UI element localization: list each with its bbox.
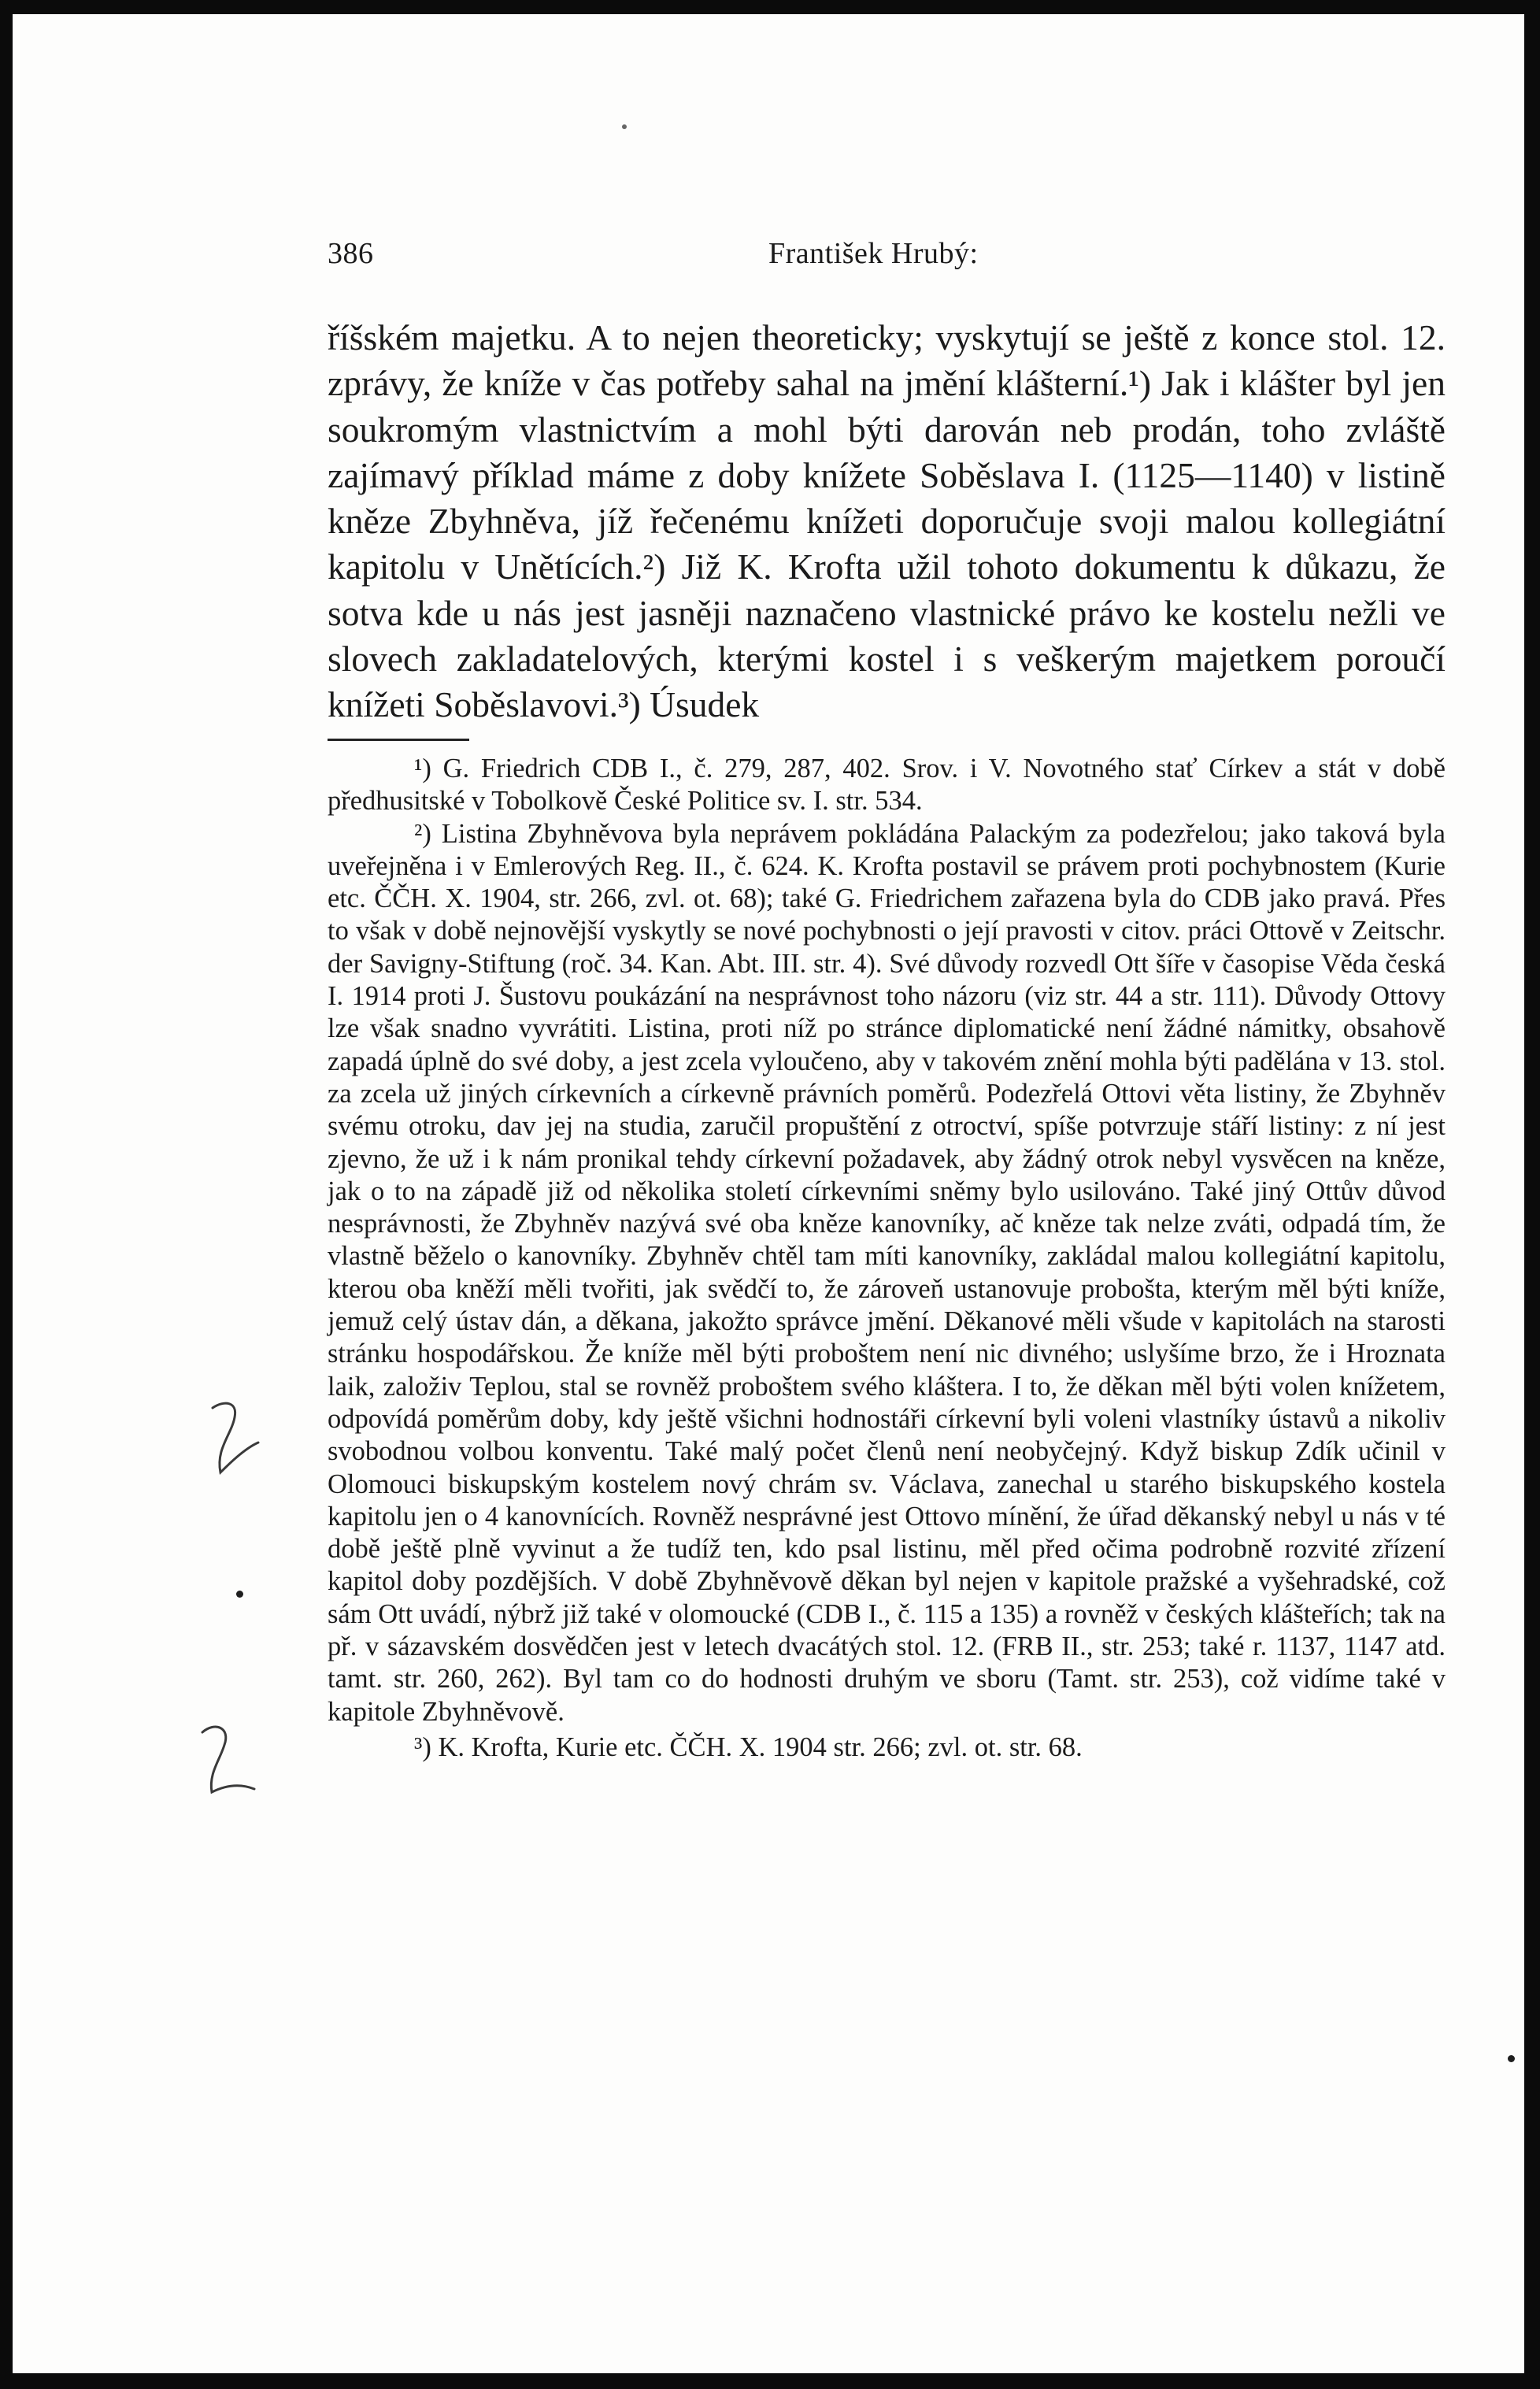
body-paragraph: říšském majetku. A to nejen theoreticky; vyskytují se ještě z konce stol. 12. zprávy, že kníže v čas potřeby sahal na jmění klášterní.¹) Jak i klášter byl jen soukromým vlastnictvím a mohl býti darován neb prodán, toho zvláště zajímavý příklad máme z doby knížete Soběslava I. (1125—1140) v listině kněze Zbyhněva, jíž řečenému knížeti doporučuje svoji malou kollegiátní kapitolu v Unětících.²) Již K. Krofta užil tohoto dokumentu k důkazu, že sotva kde u nás jest jasněji naznačeno vlastnické právo ke kostelu nežli ve slovech zakladatelových, kterými kostel i s veškerým majetkem poroučí knížeti Soběslavovi.³) Úsudek [328, 317, 1446, 725]
footnotes [328, 753, 1446, 1764]
footnote-3: ³) K. Krofta, Kurie etc. ČČH. X. 1904 str. 266; zvl. ot. str. 68. [414, 1732, 1083, 1762]
scan-border-bottom [0, 2373, 1540, 2389]
handwritten-mark-1 [189, 1394, 276, 1504]
footnote-2: ²) Listina Zbyhněvova byla neprávem pokládána Palackým za podezřelou; jako taková byla uveřejněna i v Emlerových Reg. II., č. 624. K. Krofta postavil se právem proti pochybnostem (Kurie etc. ČČH. X. 1904, str. 266, zvl. ot. 68); také G. Friedrichem zařazena byla do CDB jako pravá. Přes to však v době nejnovější vyskytly se nové pochybnosti o její pravosti v citov. práci Ottově v Zeitschr. der Savigny-Stiftung (roč. 34. Kan. Abt. III. str. 4). Své důvody rozvedl Ott šíře v časopise Věda česká I. 1914 proti J. Šustovu poukázání na nesprávnost toho názoru (viz str. 44 a str. 111). Důvody Ottovy lze však snadno vyvrátiti. Listina, proti níž po stránce diplomatické není žádné námitky, obsahově zapadá úplně do své doby, a jest zcela vyloučeno, aby v takovém znění mohla býti padělána v 13. stol. za zcela už jiných církevních a církevně právních poměrů. Podezřelá Ottovi věta listiny, že Zbyhněv svému otroku, dav jej na studia, zaručil propuštění z otroctví, spíše potvrzuje stáří listiny: z ní jest zjevno, že už i k nám pronikal tehdy církevní požadavek, aby žádný otrok nebyl vysvěcen na kněze, jak o to na západě již od několika století církevními sněmy bylo usilováno. Také jiný Ottův důvod nesprávnosti, že Zbyhněv nazývá své oba kněze kanovníky, ač kněze tak nelze zváti, odpadá tím, že vlastně běželo o kanovníky. Zbyhněv chtěl tam míti kanovníky, zakládal malou kollegiátní kapitolu, kterou oba kněží měli tvořiti, jak svědčí to, že zároveň ustanovuje proboštа, kterým měl býti kníže, jemuž celý ústav dán, a děkana, jakožto správce jmění. Děkanové měli všude v kapitolách na starosti stránku hospodářskou. Že kníže měl býti proboštem není nic divného; uslyšíme brzo, že i Hroznata laik, založiv Teplou, stal se rovněž proboštem svého kláštera. I to, že děkan měl býti volen knížetem, odpovídá poměrům doby, kdy ještě všichni hodnostáři církevní byli voleni vlastníky ústavů a nikoliv svobodnou volbou konventu. Také malý počet členů není neobyčejný. Když biskup Zdík učinil v Olomouci biskupským kostelem nový chrám sv. Václava, zanechal u starého biskupského kostela kapitolu jen o 4 kanovnících. Rovněž nesprávné jest Ottovo mínění, že úřad děkanský nebyl u nás v té době ještě plně vyvinut a že tudíž ten, kdo psal listinu, měl před očima podrobně rozvité zřízení kapitol doby pozdějších. V době Zbyhněvově děkan byl nejen v kapitole pražské a vyšehradské, což sám Ott uvádí, nýbrž již také v olomoucké (CDB I., č. 115 a 135) a rovněž v českých klášteřích; tak na př. v sázavském dosvědčen jest v letech dvacátých stol. 12. (FRB II., str. 253; také r. 1137, 1147 atd. tamt. str. 260, 262). Byl tam co do hodnosti druhým ve sboru (Tamt. str. 253), což vidíme také v kapitole Zbyhněvově. [328, 818, 1446, 1727]
ink-dot [622, 124, 627, 129]
footnote-rule [328, 739, 469, 741]
handwritten-mark-2 [177, 1717, 272, 1819]
scan-border-left [0, 0, 13, 2389]
page-number: 386 [328, 237, 374, 270]
scan-border-right [1524, 0, 1540, 2389]
ink-dot [236, 1591, 243, 1598]
ink-dot [1508, 2055, 1515, 2062]
body-text [328, 315, 1446, 728]
page-header [328, 236, 1446, 283]
footnote-1: ¹) G. Friedrich CDB I., č. 279, 287, 402. Srov. i V. Novotného stať Církev a stát v době předhusitské v Tobolkově České Politice sv. I. str. 534. [328, 754, 1446, 817]
running-head: František Hrubý: [768, 237, 979, 270]
scan-border-top [0, 0, 1540, 14]
